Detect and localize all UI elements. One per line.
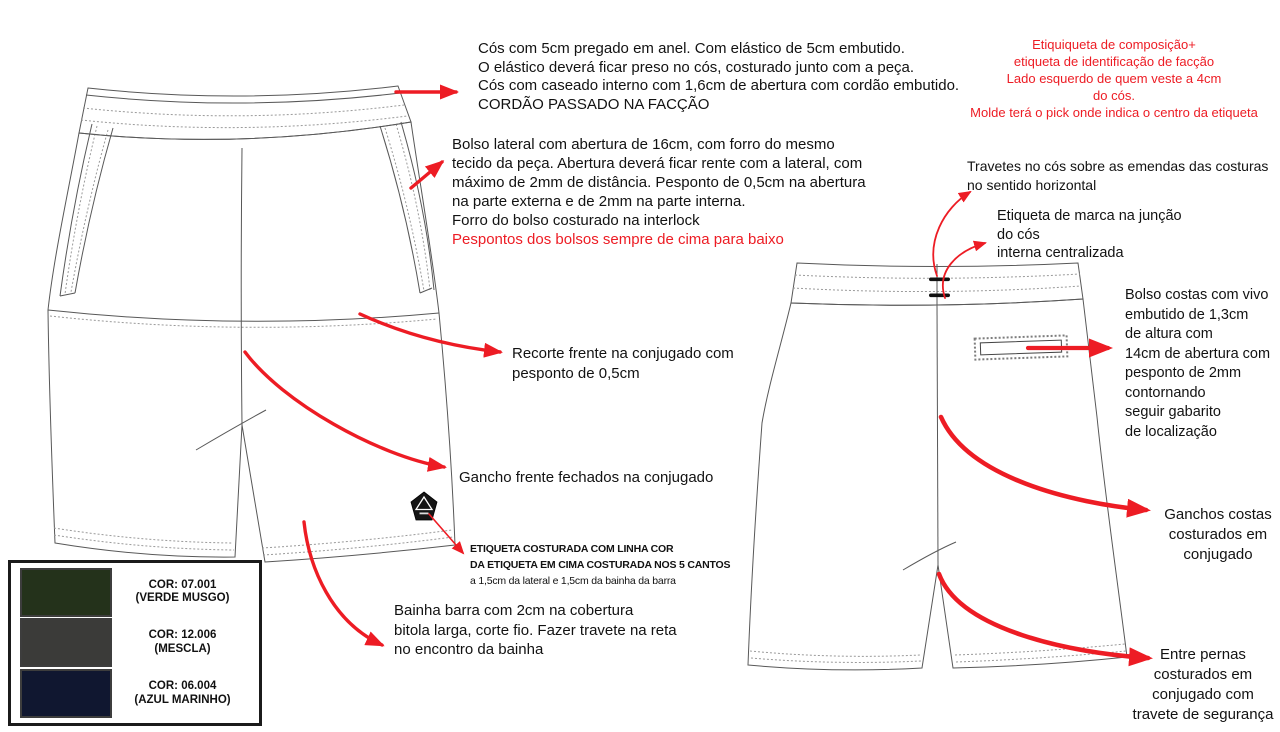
color-chart <box>8 560 262 726</box>
note-line: Travetes no cós sobre as emendas das costuras <box>967 158 1269 174</box>
back-crease-line <box>903 542 956 570</box>
note-line: do cós <box>997 226 1040 243</box>
note-line: CORDÃO PASSADO NA FACÇÃO <box>478 95 710 113</box>
front-recorte-seam <box>48 310 439 321</box>
note-line: pesponto de 0,5cm <box>512 364 640 382</box>
note-line: Recorte frente na conjugado com <box>512 345 734 362</box>
color-code: COR: 06.004 <box>148 680 217 693</box>
note-line: Etiqueta de marca na junção <box>997 208 1182 224</box>
shorts-front-drawing <box>28 78 468 570</box>
color-code: COR: 07.001 <box>148 578 217 591</box>
note-line: Bolso costas com vivo <box>1125 287 1269 303</box>
note-line: Forro do bolso costurado na interlock <box>452 212 700 229</box>
brand-label-icon <box>411 492 437 520</box>
color-label <box>112 579 253 606</box>
note-line: DA ETIQUETA EM CIMA COSTURADA NOS 5 CANTOS <box>470 559 731 571</box>
color-row <box>17 618 253 667</box>
note-line: O elástico deverá ficar preso no cós, costurado junto com a peça. <box>478 58 915 76</box>
note-line: costurados em <box>1153 666 1253 683</box>
note-line: Cós com 5cm pregado em anel. Com elástico de 5cm embutido. <box>478 40 905 57</box>
note-line: interna centralizada <box>997 245 1124 261</box>
composition-label-note <box>952 36 1276 121</box>
color-code: COR: 12.006 <box>148 629 217 642</box>
note-line: embutido de 1,3cm <box>1125 306 1249 323</box>
note-line: no encontro da bainha <box>394 641 544 658</box>
note-line: a 1,5cm da lateral e 1,5cm da bainha da barra <box>470 575 676 587</box>
note-line: conjugado com <box>1152 686 1254 703</box>
note-line: costurados em <box>1168 526 1268 543</box>
note-line: pesponto de 2mm <box>1125 365 1242 381</box>
color-label <box>112 680 253 707</box>
front-panel-seam-note <box>512 344 734 383</box>
back-rise-note <box>1160 505 1276 565</box>
note-line: ETIQUETA COSTURADA COM LINHA COR <box>470 543 674 555</box>
note-line: do cós. <box>1093 88 1135 103</box>
note-line: na parte externa e de 2mm na parte interna. <box>452 193 746 210</box>
note-line: Etiquiqueta de composição+ <box>1032 37 1196 52</box>
back-welt-pocket <box>975 335 1068 359</box>
note-line: Molde terá o pick onde indica o centro da etiqueta <box>970 105 1258 120</box>
note-line: máximo de 2mm de distância. Pesponto de 0,5cm na abertura <box>452 174 866 191</box>
note-line: 14cm de abertura com <box>1125 345 1271 362</box>
note-line: Ganchos costas <box>1164 506 1272 523</box>
color-label <box>112 629 253 656</box>
note-line: no sentido horizontal <box>967 177 1097 193</box>
back-hem-stitching <box>750 644 1126 662</box>
front-waistband <box>79 86 411 139</box>
note-line: etiqueta de identificação de facção <box>1013 54 1215 69</box>
front-body-outline <box>48 122 455 562</box>
front-rise-note <box>459 468 713 487</box>
front-left-pocket <box>60 124 113 296</box>
note-line: Bolso lateral com abertura de 16cm, com forro do mesmo <box>452 136 835 153</box>
color-swatch-azul-marinho <box>20 669 112 718</box>
color-swatch-verde-musgo <box>20 568 112 617</box>
front-right-pocket <box>380 122 434 293</box>
note-line: Entre pernas <box>1160 646 1246 663</box>
front-center-seam <box>241 148 242 425</box>
waistband-bartacks <box>929 278 950 298</box>
note-line: bitola larga, corte fio. Fazer travete na reta <box>394 621 677 639</box>
note-line: Gancho frente fechados na conjugado <box>459 469 714 486</box>
color-name: (AZUL MARINHO) <box>134 693 231 706</box>
note-line: tecido da peça. Abertura deverá ficar rente com a lateral, com <box>452 155 863 172</box>
shorts-back-drawing <box>735 255 1143 680</box>
bartacks-note <box>967 157 1268 195</box>
color-row <box>17 568 253 617</box>
back-waistband <box>791 263 1083 305</box>
back-center-seam <box>937 303 938 565</box>
front-crease-line <box>196 410 266 450</box>
note-line: Lado esquerdo de quem veste a 4cm <box>1006 71 1222 86</box>
note-line: Cós com caseado interno com 1,6cm de abertura com cordão embutido. <box>478 77 960 94</box>
inseam-note <box>1126 645 1280 725</box>
note-line: de localização <box>1125 423 1217 440</box>
note-line: conjugado <box>1183 546 1253 563</box>
note-line: de altura com <box>1125 326 1213 342</box>
brand-label-note <box>997 207 1182 263</box>
sewn-label-note <box>470 541 730 589</box>
color-row <box>17 669 253 718</box>
note-line: Bainha barra com 2cm na cobertura <box>394 602 634 619</box>
note-line: contornando <box>1125 384 1206 401</box>
note-line: seguir gabarito <box>1125 404 1221 420</box>
back-pocket-note <box>1125 286 1270 442</box>
color-name: (MESCLA) <box>154 642 211 655</box>
color-name: (VERDE MUSGO) <box>135 592 230 605</box>
side-pocket-note <box>452 135 866 249</box>
waistband-note <box>478 40 959 114</box>
note-line: travete de segurança <box>1132 706 1274 723</box>
hem-note <box>394 601 677 660</box>
note-line-red: Pespontos dos bolsos sempre de cima para baixo <box>452 231 784 248</box>
color-swatch-mescla <box>20 618 112 667</box>
